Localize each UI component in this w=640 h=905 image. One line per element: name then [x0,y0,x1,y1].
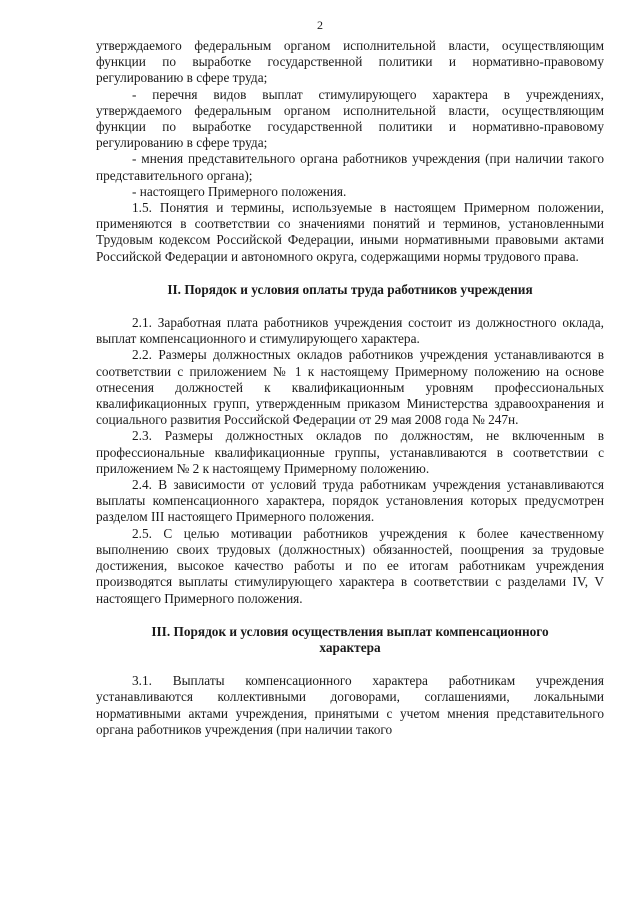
section-3-heading: III. Порядок и условия осуществления выплат компенсационного характера [151,623,549,655]
section-2-heading: II. Порядок и условия оплаты труда работников учреждения [167,281,533,297]
paragraph-continuation: утверждаемого федеральным органом исполнительной власти, осуществляющим функции по выработке государственной политики и нормативно-правовому регулированию в сфере труда; [96,38,604,86]
paragraph-1-5: 1.5. Понятия и термины, используемые в настоящем Примерном положении, применяются в соответствии со значениями понятий и терминов, установленными Трудовым кодексом Российской Федерации, иными нормативными правовыми актами Российской Федерации и автономного округа, содержащими нормы трудового права. [96,200,604,264]
document-body [96,38,604,738]
paragraph-2-4: 2.4. В зависимости от условий труда работникам учреждения устанавливаются выплаты компенсационного характера, порядок установления которых предусмотрен разделом III настоящего Примерного положения. [96,477,604,525]
paragraph-list-item: - перечня видов выплат стимулирующего характера в учреждениях, утверждаемого федеральным органом исполнительной власти, осуществляющим функции по выработке государственной политики и нормативно-правовому регулированию в сфере труда; [96,86,604,151]
paragraph-2-2: 2.2. Размеры должностных окладов работников учреждения устанавливаются в соответствии с приложением № 1 к настоящему Примерному положению на основе отнесения должностей к квалификационным уровням профессиональных квалификационных групп, утвержденным приказом Министерства здравоохранения и социального развития Российской Федерации от 29 мая 2008 года № 247н. [96,347,604,428]
paragraph-2-1: 2.1. Заработная плата работников учреждения состоит из должностного оклада, выплат компенсационного и стимулирующего характера. [96,315,604,347]
paragraph-list-item: - настоящего Примерного положения. [132,183,347,199]
paragraph-2-3: 2.3. Размеры должностных окладов по должностям, не включенным в профессиональные квалификационные группы, устанавливаются в соответствии с приложением № 2 к настоящему Примерному положению. [96,428,604,476]
paragraph-list-item: - мнения представительного органа работников учреждения (при наличии такого представительного органа); [96,151,604,183]
paragraph-2-5: 2.5. С целью мотивации работников учреждения к более качественному выполнению своих трудовых (должностных) обязанностей, поощрения за трудовые достижения, высокое качество работы и по ее итогам работникам учреждения производятся выплаты стимулирующего характера в соответствии с разделами IV, V настоящего Примерного положения. [96,525,604,606]
page-number: 2 [317,18,323,32]
paragraph-3-1: 3.1. Выплаты компенсационного характера работникам учреждения устанавливаются коллективными договорами, соглашениями, локальными нормативными актами учреждения, принятыми с учетом мнения представительного органа работников учреждения (при наличии такого [96,673,604,737]
